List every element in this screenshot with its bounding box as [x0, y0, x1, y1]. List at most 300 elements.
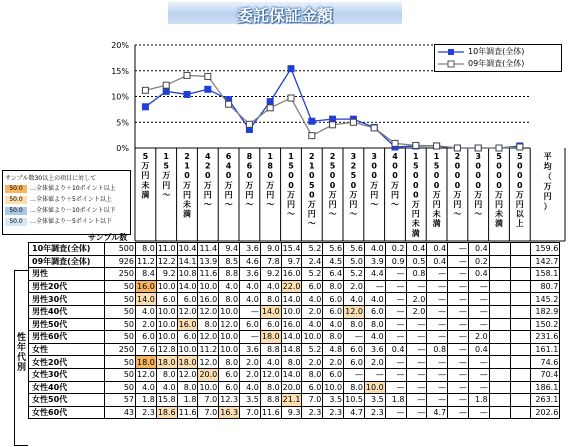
table-cell: 2.0: [240, 356, 261, 369]
column-header-char: 8: [267, 161, 273, 171]
table-cell: [489, 280, 510, 293]
highlight-label: …全体値より＋5ポイント以上: [30, 196, 112, 203]
table-cell: 2.0: [323, 356, 344, 369]
table-cell: 4.0: [302, 318, 323, 331]
table-cell: —: [240, 305, 261, 318]
table-cell: 10.0: [199, 382, 218, 392]
table-cell: 6.0: [302, 381, 323, 394]
table-cell: —: [240, 331, 261, 344]
table-cell: 10.8: [178, 269, 197, 279]
table-row: [29, 356, 560, 369]
table-cell: —: [406, 394, 427, 407]
table-cell: 14.0: [282, 332, 301, 342]
table-cell: 15.8: [157, 395, 176, 405]
table-cell: —: [385, 356, 406, 369]
table-cell: 0.8: [427, 343, 448, 356]
avg-header-char: 万: [543, 182, 552, 191]
column-header-char: 0: [184, 171, 190, 181]
table-cell: 4.0: [364, 331, 385, 344]
data-point: [330, 116, 336, 122]
column-header-char: 0: [225, 171, 232, 181]
table-cell: 10.0: [157, 319, 176, 329]
chart-title: 委託保証金額: [236, 6, 333, 25]
table-cell: —: [385, 268, 406, 281]
y-tick-label: 0%: [116, 144, 129, 153]
row-sample-count: 43: [105, 406, 136, 419]
data-point: [309, 118, 315, 124]
table-cell: —: [448, 255, 469, 268]
column-header-char: 2: [205, 161, 211, 171]
table-cell: [489, 394, 510, 407]
table-cell: —: [385, 368, 406, 381]
column-header-char: 4: [205, 152, 211, 161]
table-cell: —: [427, 394, 448, 407]
table-cell: 12.0: [220, 319, 239, 329]
table-cell: —: [448, 331, 469, 344]
table-cell: 6.0: [219, 368, 240, 381]
table-cell: 12.0: [137, 370, 155, 380]
column-header-char: 万: [245, 180, 254, 190]
table-cell: —: [448, 243, 469, 256]
table-cell: 4.0: [240, 293, 261, 306]
column-header-char: 2: [184, 152, 190, 161]
table-row: [29, 305, 560, 318]
table-cell: 8.0: [344, 318, 365, 331]
table-cell: 5.2: [302, 243, 323, 256]
table-cell: 4.0: [364, 243, 385, 256]
data-point: [413, 142, 419, 148]
table-cell: 8.0: [260, 293, 281, 306]
table-row: [29, 243, 560, 256]
column-header-char: 万: [432, 190, 441, 200]
column-header-char: 円: [287, 200, 295, 209]
row-average: 74.6: [531, 356, 560, 369]
data-point: [288, 66, 294, 72]
column-header-char: ～: [287, 209, 295, 219]
data-point: [434, 143, 440, 149]
column-header-char: 0: [517, 180, 523, 190]
column-header-char: 円: [370, 190, 379, 200]
table-cell: [489, 343, 510, 356]
table-cell: [510, 293, 531, 306]
row-average: 159.6: [531, 243, 560, 256]
table-cell: 16.0: [282, 319, 301, 329]
table-cell: 11.0: [157, 244, 176, 254]
row-average: 202.6: [531, 406, 560, 419]
table-cell: 18.0: [157, 357, 176, 367]
table-cell: 8.0: [156, 368, 177, 381]
table-cell: —: [406, 343, 427, 356]
table-cell: [489, 331, 510, 344]
column-header-char: ～: [474, 209, 483, 219]
table-cell: 8.0: [323, 331, 344, 344]
column-header-char: 2: [454, 152, 461, 161]
data-point: [142, 104, 148, 110]
column-header-char: 0: [309, 171, 315, 181]
avg-header-char: 平: [543, 152, 552, 161]
data-point: [226, 101, 232, 107]
column-header-char: 3: [371, 152, 377, 161]
column-header-char: 5: [288, 161, 294, 171]
table-cell: —: [406, 318, 427, 331]
table-cell: 0.4: [385, 343, 406, 356]
highlight-swatch: 50.0: [5, 207, 27, 215]
table-cell: 18.0: [137, 357, 155, 367]
table-cell: [510, 255, 531, 268]
row-average: 142.7: [531, 255, 560, 268]
table-cell: 16.0: [199, 294, 218, 304]
table-cell: —: [385, 318, 406, 331]
row-label: 女性: [29, 343, 105, 356]
table-cell: 8.0: [302, 368, 323, 381]
table-cell: 14.0: [282, 370, 301, 380]
column-header-char: 0: [288, 171, 294, 181]
column-header-char: 2: [329, 152, 336, 161]
table-cell: 2.0: [406, 293, 427, 306]
table-cell: 4.0: [302, 293, 323, 306]
table-cell: 4.0: [240, 381, 261, 394]
row-sample-count: 250: [105, 343, 136, 356]
table-cell: 9.3: [281, 406, 302, 419]
row-average: 145.2: [531, 293, 560, 306]
table-cell: 6.0: [323, 305, 344, 318]
table-cell: 14.0: [261, 307, 280, 317]
table-cell: 8.4: [136, 268, 157, 281]
table-cell: 12.0: [178, 307, 197, 317]
table-cell: 4.0: [260, 356, 281, 369]
column-header-char: 5: [350, 171, 357, 181]
table-row: [29, 268, 560, 281]
table-cell: [510, 280, 531, 293]
table-row: [29, 280, 560, 293]
table-cell: —: [427, 293, 448, 306]
column-header-char: 万: [141, 161, 150, 171]
row-label: 女性20代: [29, 356, 105, 369]
chart-legend: [434, 44, 562, 72]
table-cell: 8.0: [364, 318, 385, 331]
table-cell: —: [448, 293, 469, 306]
column-header-char: 満: [183, 209, 191, 219]
column-header-char: 0: [288, 180, 294, 190]
table-cell: [489, 356, 510, 369]
column-header-char: 未: [495, 209, 503, 219]
table-cell: 4.0: [219, 280, 240, 293]
table-cell: [510, 381, 531, 394]
row-average: 263.1: [531, 394, 560, 407]
table-cell: —: [385, 293, 406, 306]
data-point: [496, 145, 502, 151]
column-header-char: 上: [515, 219, 524, 229]
column-header-char: 1: [433, 152, 440, 161]
table-cell: 6.0: [364, 305, 385, 318]
data-point: [184, 72, 190, 78]
table-row: [29, 343, 560, 356]
table-cell: 3.6: [240, 343, 261, 356]
highlight-legend-item: [5, 218, 128, 226]
data-point: [205, 86, 211, 92]
table-cell: 6.0: [219, 381, 240, 394]
table-cell: 3.5: [364, 394, 385, 407]
table-cell: 8.0: [177, 381, 198, 394]
column-header-char: 5: [413, 161, 419, 171]
table-cell: 8.0: [219, 293, 240, 306]
table-cell: 16.0: [178, 319, 197, 329]
data-table: [28, 242, 560, 419]
column-header-char: 5: [517, 152, 523, 161]
legend-marker-09: [438, 59, 466, 69]
table-cell: 5.0: [344, 255, 365, 268]
table-cell: 13.9: [199, 256, 218, 266]
highlight-legend-title: サンプル数30以上の項目に対して: [5, 175, 97, 182]
data-point: [350, 119, 356, 125]
table-row: [29, 368, 560, 381]
column-header-char: 1: [413, 152, 419, 161]
column-header-char: 未: [432, 209, 441, 219]
row-average: 80.7: [531, 280, 560, 293]
column-header-char: 0: [475, 171, 481, 181]
table-cell: 8.0: [344, 381, 365, 394]
table-cell: 4.6: [240, 255, 261, 268]
table-cell: [489, 406, 510, 419]
column-header-char: 0: [517, 171, 523, 181]
table-cell: —: [427, 318, 448, 331]
column-header-char: 5: [142, 152, 149, 161]
avg-header-char: 均: [543, 162, 552, 171]
table-row: [29, 293, 560, 306]
column-header-char: 円: [432, 200, 441, 209]
column-header-char: 4: [225, 161, 232, 171]
column-header-char: 満: [495, 219, 503, 229]
table-cell: —: [406, 381, 427, 394]
table-cell: 8.0: [136, 243, 157, 256]
table-cell: —: [427, 381, 448, 394]
table-cell: 6.0: [136, 331, 157, 344]
highlight-swatch: 50.0: [5, 196, 27, 204]
table-cell: —: [364, 280, 385, 293]
table-cell: 14.1: [178, 256, 197, 266]
column-header-char: 0: [371, 171, 377, 181]
row-average: 158.1: [531, 268, 560, 281]
column-header-char: 円: [307, 209, 316, 219]
table-cell: [510, 268, 531, 281]
table-cell: 18.6: [157, 408, 176, 418]
highlight-label: …全体値より＋10ポイント以上: [30, 185, 116, 192]
column-header-char: 円: [162, 180, 171, 190]
table-cell: 6.0: [156, 293, 177, 306]
table-cell: —: [427, 268, 448, 281]
table-cell: [489, 243, 510, 256]
table-cell: 10.0: [157, 307, 176, 317]
column-header-char: 円: [328, 200, 337, 209]
table-cell: 2.0: [468, 331, 489, 344]
highlight-legend-item: [5, 185, 128, 193]
table-cell: —: [448, 343, 469, 356]
table-cell: [510, 318, 531, 331]
column-header-char: 万: [266, 180, 275, 190]
table-cell: —: [427, 280, 448, 293]
row-label: 女性30代: [29, 368, 105, 381]
column-header-char: 5: [433, 161, 440, 171]
table-cell: 4.0: [240, 280, 261, 293]
column-header-char: ～: [203, 200, 212, 209]
column-header-char: 万: [474, 190, 483, 200]
column-header-char: ～: [266, 200, 275, 209]
table-cell: 0.4: [427, 255, 448, 268]
row-label: 男性60代: [29, 331, 105, 344]
table-cell: 16.0: [137, 282, 155, 292]
table-cell: —: [427, 331, 448, 344]
table-cell: 6.0: [344, 356, 365, 369]
table-cell: 10.0: [199, 282, 218, 292]
table-cell: 9.2: [156, 268, 177, 281]
highlight-label: …全体値より－10ポイント以下: [30, 207, 116, 214]
table-cell: 10.0: [220, 345, 239, 355]
table-cell: 1.8: [177, 394, 198, 407]
row-average: 186.1: [531, 381, 560, 394]
column-header-char: 円: [453, 200, 462, 209]
table-cell: 10.5: [345, 395, 363, 405]
table-cell: —: [468, 356, 489, 369]
column-header-char: 5: [329, 161, 336, 171]
column-header-char: 万: [328, 190, 337, 200]
column-header-char: 万: [203, 180, 212, 190]
table-cell: 0.4: [406, 243, 427, 256]
table-cell: 20.0: [199, 370, 218, 380]
table-cell: 9.4: [219, 243, 240, 256]
table-cell: [510, 406, 531, 419]
row-average: 182.9: [531, 305, 560, 318]
table-cell: —: [385, 406, 406, 419]
column-header-char: 4: [392, 152, 398, 161]
table-cell: 15.4: [282, 244, 301, 254]
column-header-char: 0: [496, 180, 502, 190]
table-cell: 3.6: [240, 243, 261, 256]
column-header-char: ～: [224, 200, 233, 209]
table-cell: 16.3: [220, 408, 239, 418]
table-cell: 14.0: [137, 294, 155, 304]
table-cell: 4.7: [427, 406, 448, 419]
column-header-char: 円: [203, 190, 212, 200]
column-header-char: 万: [287, 190, 295, 200]
row-sample-count: 50: [105, 331, 136, 344]
row-label: 男性40代: [29, 305, 105, 318]
column-header-char: 0: [267, 171, 273, 181]
column-header-char: 0: [413, 190, 419, 200]
table-cell: 1.8: [468, 394, 489, 407]
table-cell: 12.0: [345, 307, 363, 317]
column-header-char: ～: [328, 209, 337, 219]
table-cell: 12.0: [178, 370, 197, 380]
row-sample-count: 57: [105, 394, 136, 407]
row-sample-count: 500: [105, 243, 136, 256]
table-cell: 6.0: [260, 318, 281, 331]
table-row: [29, 394, 560, 407]
column-header-char: 2: [309, 152, 315, 161]
table-row: [29, 331, 560, 344]
column-header-char: ～: [453, 209, 462, 219]
column-header-char: 0: [246, 171, 253, 181]
legend-item-10: [438, 46, 560, 58]
table-cell: —: [427, 305, 448, 318]
table-cell: 5.2: [302, 268, 323, 281]
table-cell: 12.2: [157, 256, 176, 266]
column-header-char: 1: [163, 152, 169, 161]
data-point: [267, 99, 273, 105]
table-cell: 11.6: [261, 408, 280, 418]
table-cell: —: [427, 356, 448, 369]
table-cell: 7.0: [240, 406, 261, 419]
column-header-char: 0: [496, 171, 502, 181]
row-sample-count: 50: [105, 381, 136, 394]
table-cell: 10.0: [178, 345, 197, 355]
table-cell: 7.0: [198, 394, 219, 407]
table-cell: [510, 243, 531, 256]
table-cell: 12.0: [199, 357, 218, 367]
group-label: 性 年 代 別: [16, 333, 26, 373]
legend-marker-10: [438, 47, 466, 57]
table-cell: 12.0: [199, 307, 218, 317]
table-cell: 3.5: [240, 394, 261, 407]
table-cell: [489, 368, 510, 381]
column-header-char: 円: [224, 190, 233, 200]
table-cell: 4.0: [344, 293, 365, 306]
table-row: [29, 381, 560, 394]
table-cell: —: [448, 318, 469, 331]
data-point: [454, 145, 460, 151]
table-cell: —: [468, 280, 489, 293]
table-cell: —: [468, 381, 489, 394]
column-header-char: 万: [370, 180, 379, 190]
table-cell: [510, 331, 531, 344]
column-header-char: 未: [141, 180, 150, 190]
table-cell: [489, 305, 510, 318]
column-header-char: 0: [413, 171, 419, 181]
avg-header-char: （: [543, 172, 552, 181]
column-header-char: 万: [349, 190, 358, 200]
column-header-char: 3: [350, 152, 357, 161]
table-cell: —: [448, 406, 469, 419]
table-cell: 8.8: [219, 268, 240, 281]
column-header-char: 満: [141, 190, 150, 200]
table-cell: [510, 394, 531, 407]
table-cell: 3.6: [240, 268, 261, 281]
table-cell: 8.0: [260, 381, 281, 394]
table-cell: 1.8: [385, 394, 406, 407]
table-cell: —: [468, 368, 489, 381]
table-cell: 4.0: [323, 318, 344, 331]
table-cell: 4.5: [323, 255, 344, 268]
table-cell: 6.0: [323, 293, 344, 306]
highlight-swatch: 50.0: [5, 218, 27, 226]
table-cell: 4.0: [156, 381, 177, 394]
table-cell: 7.0: [302, 394, 323, 407]
table-cell: 4.0: [136, 305, 157, 318]
table-cell: 8.0: [323, 280, 344, 293]
column-header-char: 万: [515, 190, 524, 200]
table-cell: 11.6: [178, 408, 197, 418]
data-point: [392, 140, 398, 146]
table-cell: —: [344, 331, 365, 344]
column-header-char: 円: [495, 200, 503, 209]
table-row: [29, 318, 560, 331]
table-cell: —: [468, 318, 489, 331]
table-cell: —: [406, 368, 427, 381]
column-header-char: ～: [370, 200, 379, 209]
table-cell: 3.6: [364, 343, 385, 356]
table-cell: —: [406, 406, 427, 419]
column-header-char: ～: [391, 200, 399, 209]
column-header-char: 1: [288, 152, 294, 161]
